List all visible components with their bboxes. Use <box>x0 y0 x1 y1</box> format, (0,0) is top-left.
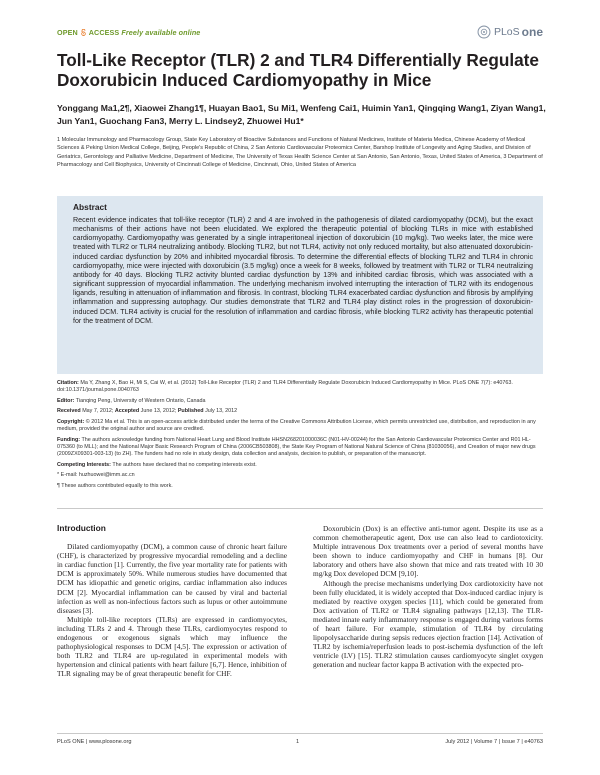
access-label: ACCESS <box>88 28 120 37</box>
editor-line <box>57 398 547 405</box>
abstract-heading: Abstract <box>73 202 107 212</box>
copyright-label: Copyright: <box>57 418 85 425</box>
competing-label: Competing Interests: <box>57 461 111 468</box>
author-list: Yonggang Ma1,2¶, Xiaowei Zhang1¶, Huayan Bao1, Su Mi1, Wenfeng Cai1, Huimin Yan1, Qingqing Wang1, Ziyan Wang1, Jun Yan1, Guochang Fan3, Merry L. Lindsey2, Zhuowei Hu1* <box>57 103 546 126</box>
introduction-heading: Introduction <box>57 523 106 533</box>
funding-label: Funding: <box>57 436 81 443</box>
paragraph: Multiple toll-like receptors (TLRs) are expressed in cardiomyocytes, including TLRs 2 and 4. Through these TLRs, cardiomyocytes respond to endogenous or exogenous signals which may influence the pathophysiological responses to DCM [4,5]. The expression or activation of both TLR2 and TLR4 are up-regulated in experimental models with hypertension and clinical patients with heart failure [6,7]. Hence, inhibition of TLR signaling may be of great therapeutic benefit for CHF. <box>57 614 287 679</box>
email-line: * E-mail: huzhuowei@imm.ac.cn <box>57 472 135 479</box>
editor-label: Editor: <box>57 397 75 404</box>
received-label: Received <box>57 408 81 415</box>
citation-label: Citation: <box>57 380 79 386</box>
page-number: 1 <box>296 739 300 745</box>
footer-divider <box>57 733 543 734</box>
left-column <box>57 524 287 679</box>
competing-text: The authors have declared that no competing interests exist. <box>112 461 257 468</box>
footer-journal: PLoS ONE | www.plosone.org <box>57 739 132 745</box>
competing-line <box>57 462 547 469</box>
freely-available-label: Freely available online <box>121 28 201 37</box>
article-title: Toll-Like Receptor (TLR) 2 and TLR4 Differentially Regulate Doxorubicin Induced Cardiomyopathy in Mice <box>57 50 539 90</box>
plos-logo-icon <box>477 25 491 39</box>
affiliations: 1 Molecular Immunology and Pharmacology Group, State Key Laboratory of Bioactive Substances and Functions of Natural Medicines, Institute of Materia Medica, Chinese Academy of Medical Sciences & Peking Union Medical College, Beijing, People's Republic of China, 2 San Antonio Cardiovascular Proteomics Center, Barshop Institute of Longevity and Aging Studies, and Division of Geriatrics, Gerontology and Palliative Medicine, Department of Medicine, The University of Texas Health Science Center at San Antonio, San Antonio, Texas, United States of America, 3 Department of Pharmacology and Cell Biophysics, University of Cincinnati College of Medicine, Cincinnati, Ohio, United States of America <box>57 137 543 169</box>
paragraph: Dilated cardiomyopathy (DCM), a common cause of chronic heart failure (CHF), is characterized by progressive myocardial remodeling and a decline in cardiac function [1]. Currently, the five year mortality rate for patients with DCM is approximately 50%. While numerous studies have documented that DCM has idiopathic and genetic origins, cardiac inflammation also induces DCM [2]. Myocardial inflammation can be caused by viral and bacterial infection as well as non-infectious factors such as lupus or other autoimmune diseases [3]. <box>57 542 287 615</box>
editor-text: Tianqing Peng, University of Western Ontario, Canada <box>75 397 206 404</box>
plos-one-logo <box>477 24 543 40</box>
funding-line <box>57 437 547 459</box>
article-metadata <box>57 380 547 493</box>
received-date: May 7, 2012; <box>82 408 114 415</box>
published-label: Published <box>177 408 204 415</box>
paragraph: Although the precise mechanisms underlying Dox cardiotoxicity have not been fully elucidated, it is widely accepted that Dox-induced cardiac injury is mediated by reactive oxygen species [11], which could be generated from Dox activation of TLR2 or TLR4 signaling pathways [12,13]. The TLR-mediated innate early inflammatory response is engaged during various forms of heart failure. For example, stimulation of TLR4 by circulating lipopolysaccharide during sepsis reduces ejection fraction [14]. Activation of TLR2 by ischemia/reperfusion leads to post-ischemia dysfunction of the left ventricle (LV) [15]. TLR2 stimulation causes cardiomyocyte singlet oxygen generation and nuclear factor kappa B activation with the expected pro- <box>313 578 543 670</box>
logo-plos-text: PLoS <box>493 26 520 38</box>
citation-text: Ma Y, Zhang X, Bao H, Mi S, Cai W, et al. (2012) Toll-Like Receptor (TLR) 2 and TLR4 Differentially Regulate Doxorubicin Induced Cardiomyopathy in Mice. PLoS ONE 7(7): e40763. doi:10.1371/journal.pone.0040763 <box>57 380 513 394</box>
open-access-banner <box>57 28 200 37</box>
abstract-panel <box>57 196 543 374</box>
paragraph: Doxorubicin (Dox) is an effective anti-tumor agent. Despite its use as a common chemotherapeutic agent, Dox use can also lead to cardiotoxicity. Multiple intravenous Dox treatments over a period of several months have been shown to induce cardiomyopathy and CHF in humans [8]. Our laboratory and others have also shown that mice and rats treated with 10 30 mg/kg Dox developed DCM [9,10]. <box>313 524 543 579</box>
equal-contribution-line: ¶ These authors contributed equally to this work. <box>57 482 173 489</box>
abstract-text: Recent evidence indicates that toll-like receptor (TLR) 2 and 4 are involved in the pathogenesis of dilated cardiomyopathy (DCM), but the exact mechanisms of their actions have not been elucidated. We explored the therapeutic potential of blocking TLRs in mice with established cardiomyopathy. Cardiomyopathy was generated by a single intraperitoneal injection of doxorubicin (10 mg/kg). Two weeks later, the mice were treated with TLR2 or TLR4 neutralizing antibody. Blocking TLR2, but not TLR4, activity not only reduced mortality, but also attenuated doxorubicin-induced cardiac dysfunction by 20% and inhibited myocardial fibrosis. To determine the differential effects of blocking TLR2 and TLR4 in chronic cardiomyopathy, mice were injected with doxorubicin (3.5 mg/kg) once a week for 8 weeks, followed by treatment with TLR2 or TLR4 neutralizing antibody for 40 days. Blocking TLR2 activity blunted cardiac dysfunction by 13% and inhibited cardiac fibrosis, which was associated with a significant suppression of myocardial inflammation. The underlying mechanism involved interrupting the interaction of TLR2 with its endogenous ligands, resulting in attenuation of inflammation and fibrosis. In contrast, blocking TLR4 exacerbated cardiac dysfunction and fibrosis by amplifying inflammation and suppressing autophagy. Our studies demonstrate that TLR2 and TLR4 play distinct roles in the progression of doxorubicin-induced DCM. TLR4 activity is crucial for the resolution of inflammation and cardiac fibrosis, while blocking TLR2 activity has therapeutic potential for the treatment of DCM. <box>73 216 533 325</box>
journal-header <box>57 27 543 41</box>
open-label: OPEN <box>57 28 78 37</box>
accepted-label: Accepted <box>114 408 140 415</box>
accepted-date: June 13, 2012; <box>140 408 177 415</box>
citation-line <box>57 380 547 395</box>
open-lock-icon <box>81 29 86 36</box>
copyright-line <box>57 419 547 434</box>
dates-line <box>57 408 547 415</box>
copyright-text: © 2012 Ma et al. This is an open-access article distributed under the terms of the Creative Commons Attribution License, which permits unrestricted use, distribution, and reproduction in any medium, provided the original author and source are credited. <box>57 418 536 433</box>
right-column <box>313 524 543 670</box>
funding-text: The authors acknowledge funding from National Heart Lung and Blood Institute HHSN268201000036C (N01-HV-00244) for the San Antonio Cardiovascular Proteomics Center and R01 HL-075360 (to MLL); and the National Major Basic Research Program of China (2006CB503808), the State Key Program of National Natural Science of China (81030056), and Creation of major new drugs (2009ZX09301-003-13) (to ZH). The funders had no role in study design, data collection and analysis, decision to publish, or preparation of the manuscript. <box>57 436 536 458</box>
footer-issue: July 2012 | Volume 7 | Issue 7 | e40763 <box>445 739 543 745</box>
published-date: July 13, 2012 <box>205 408 238 415</box>
section-divider <box>57 508 543 509</box>
logo-one-text: one <box>521 25 543 39</box>
